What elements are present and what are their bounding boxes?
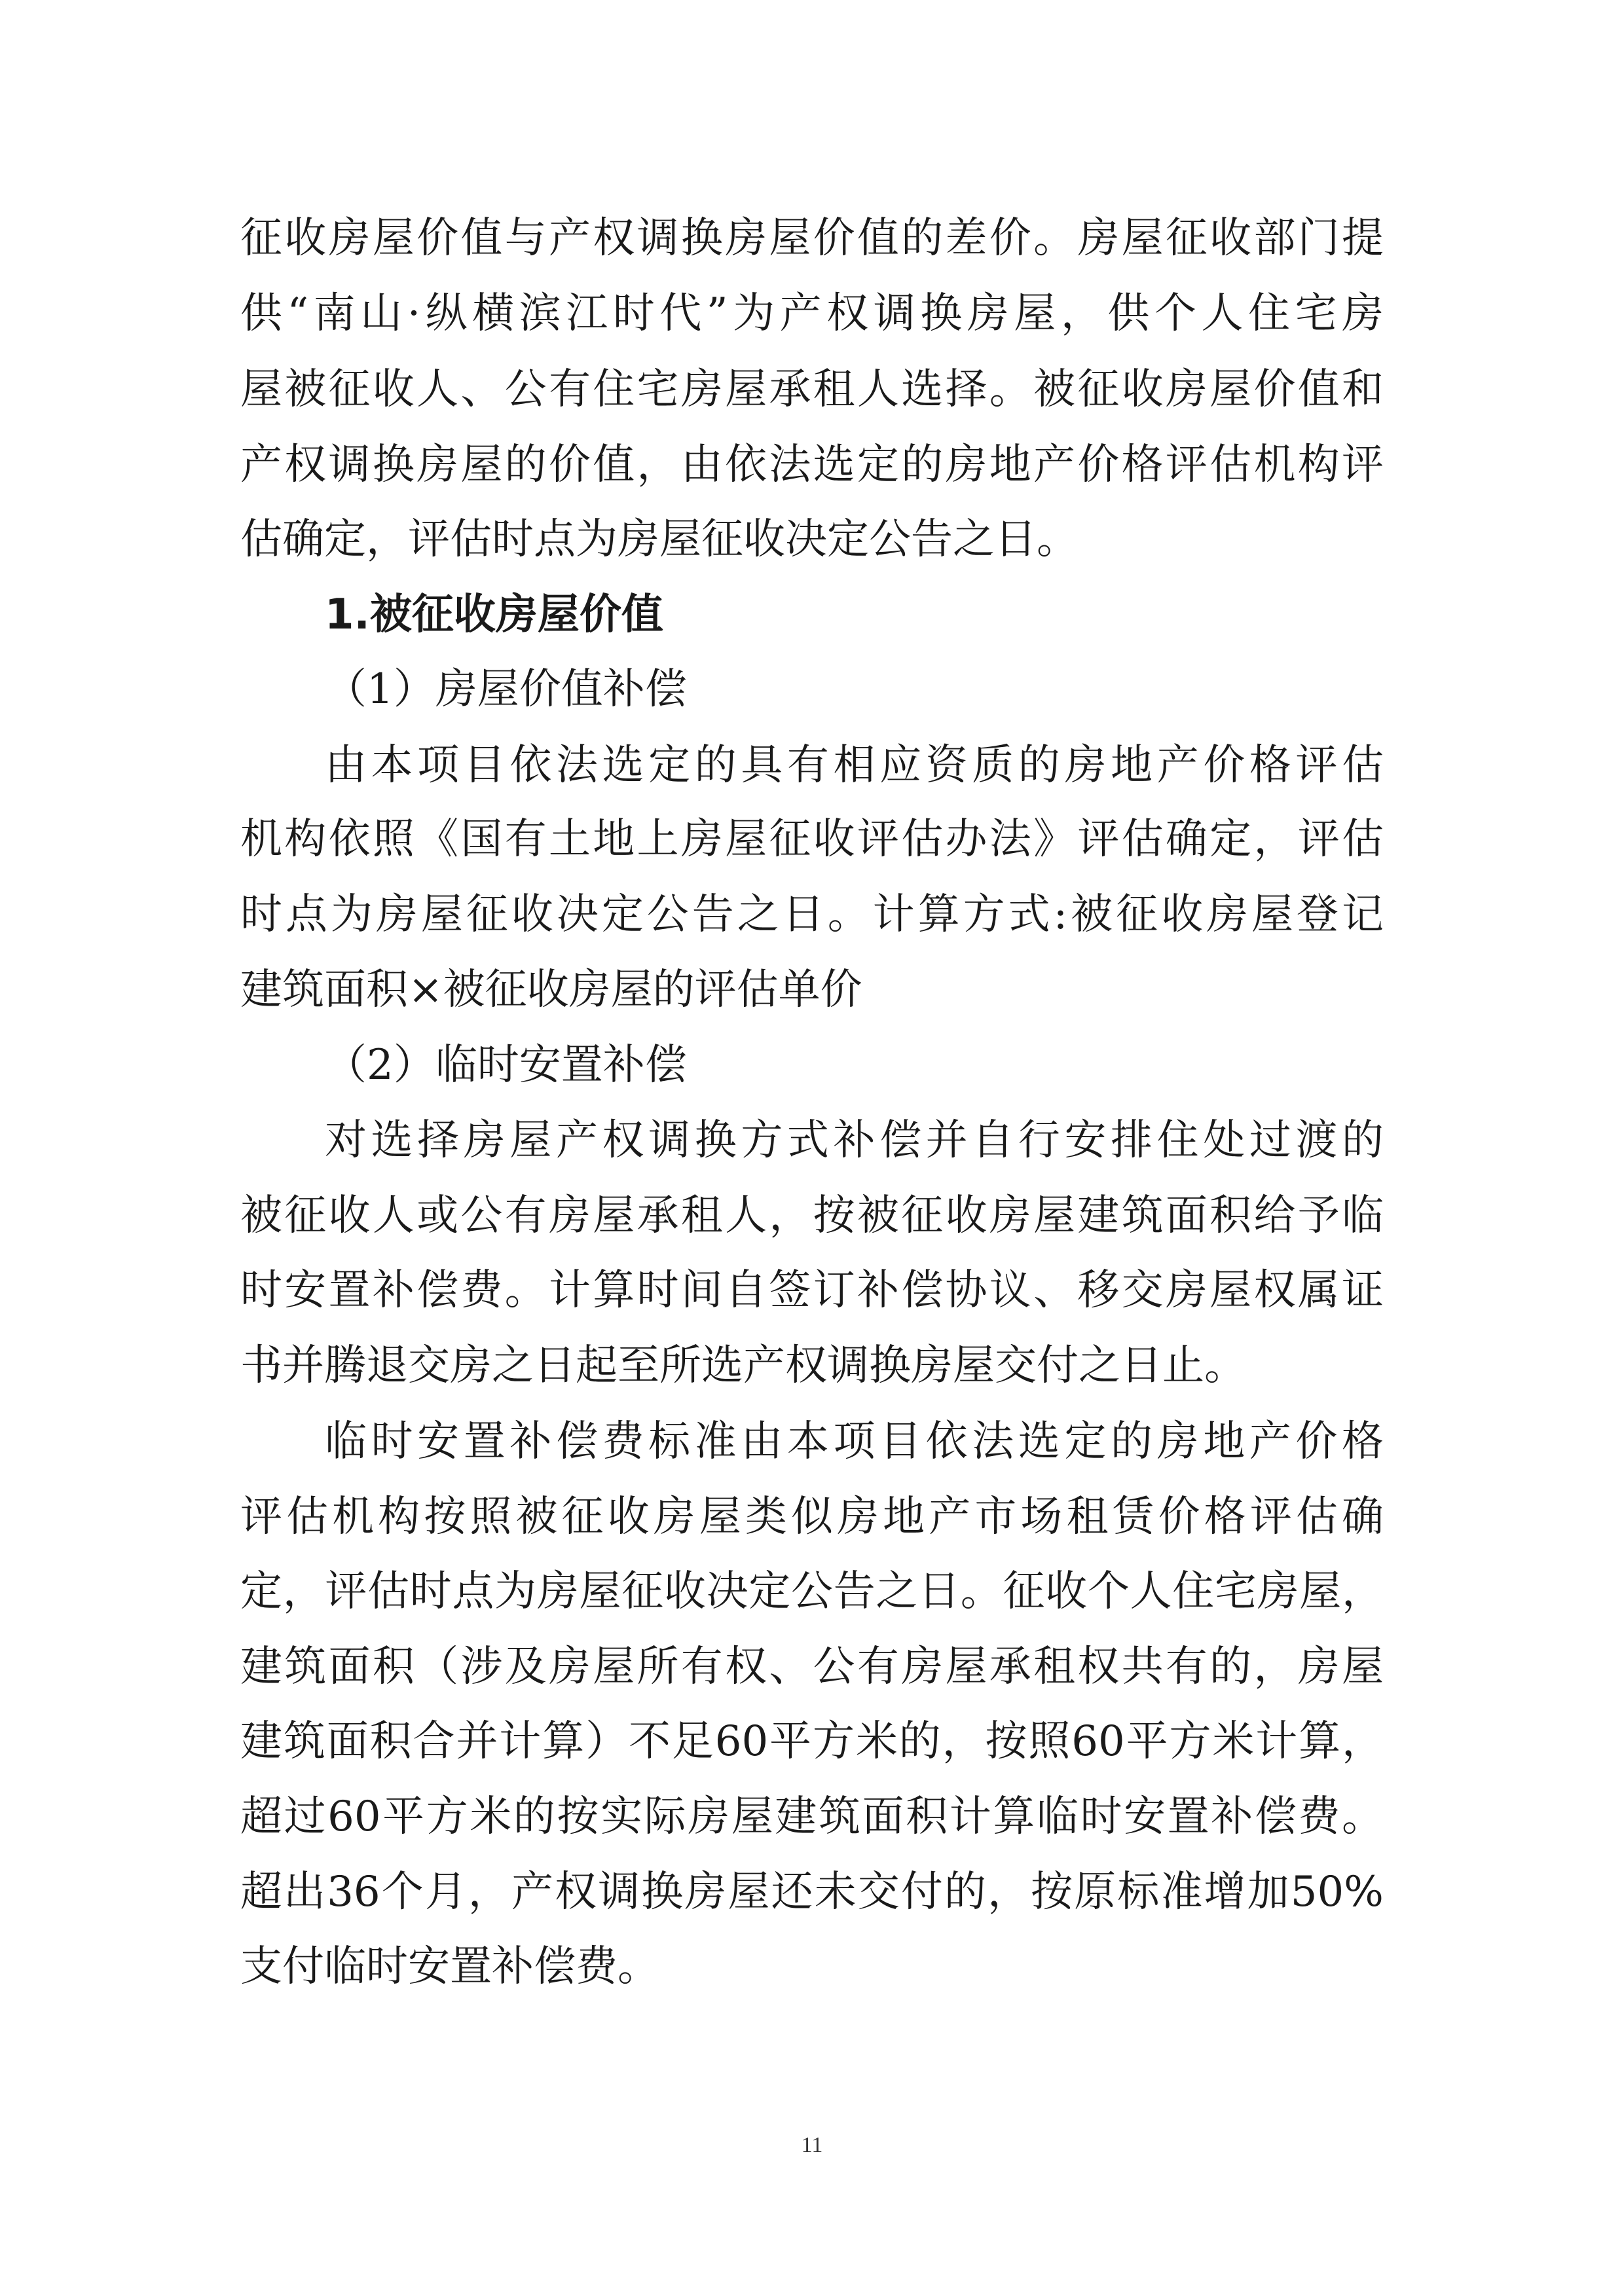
subsection-heading: （1）房屋价值补偿 <box>325 665 687 714</box>
paragraph-line: 支付临时安置补偿费。 <box>240 1942 659 1991</box>
paragraph-line: 估确定，评估时点为房屋征收决定公告之日。 <box>240 515 1079 564</box>
paragraph-line: 征收房屋价值与产权调换房屋价值的差价。房屋征收部门提 <box>240 214 1384 263</box>
page-number: 11 <box>801 2133 823 2157</box>
paragraph-line: 被征收人或公有房屋承租人，按被征收房屋建筑面积给予临 <box>240 1192 1384 1240</box>
section-heading: 1.被征收房屋价值 <box>325 591 663 639</box>
paragraph-line: 产权调换房屋的价值，由依法选定的房地产价格评估机构评 <box>240 441 1384 489</box>
paragraph-line: 评估机构按照被征收房屋类似房地产市场租赁价格评估确 <box>240 1493 1384 1541</box>
paragraph-line: 超过60平方米的按实际房屋建筑面积计算临时安置补偿费。 <box>240 1793 1384 1841</box>
paragraph-line: 建筑面积×被征收房屋的评估单价 <box>240 966 862 1014</box>
paragraph-line: 时点为房屋征收决定公告之日。计算方式:被征收房屋登记 <box>240 890 1384 939</box>
paragraph-line: 建筑面积（涉及房屋所有权、公有房屋承租权共有的，房屋 <box>240 1643 1384 1691</box>
paragraph-line: 临时安置补偿费标准由本项目依法选定的房地产价格 <box>325 1417 1384 1466</box>
paragraph-line: 建筑面积合并计算）不足60平方米的，按照60平方米计算， <box>240 1717 1384 1766</box>
paragraph-line: 定，评估时点为房屋征收决定公告之日。征收个人住宅房屋， <box>240 1567 1384 1616</box>
paragraph-line: 机构依照《国有土地上房屋征收评估办法》评估确定，评估 <box>240 815 1384 864</box>
paragraph-line: 超出36个月，产权调换房屋还未交付的，按原标准增加50% <box>240 1868 1384 1916</box>
subsection-heading: （2）临时安置补偿 <box>325 1041 687 1089</box>
paragraph-line: 由本项目依法选定的具有相应资质的房地产价格评估 <box>325 741 1384 790</box>
paragraph-line: 对选择房屋产权调换方式补偿并自行安排住处过渡的 <box>325 1116 1384 1165</box>
paragraph-line: 时安置补偿费。计算时间自签订补偿协议、移交房屋权属证 <box>240 1266 1384 1315</box>
paragraph-line: 书并腾退交房之日起至所选产权调换房屋交付之日止。 <box>240 1341 1246 1390</box>
paragraph-line: 屋被征收人、公有住宅房屋承租人选择。被征收房屋价值和 <box>240 365 1384 414</box>
paragraph-line: 供“南山·纵横滨江时代”为产权调换房屋，供个人住宅房 <box>240 289 1384 338</box>
